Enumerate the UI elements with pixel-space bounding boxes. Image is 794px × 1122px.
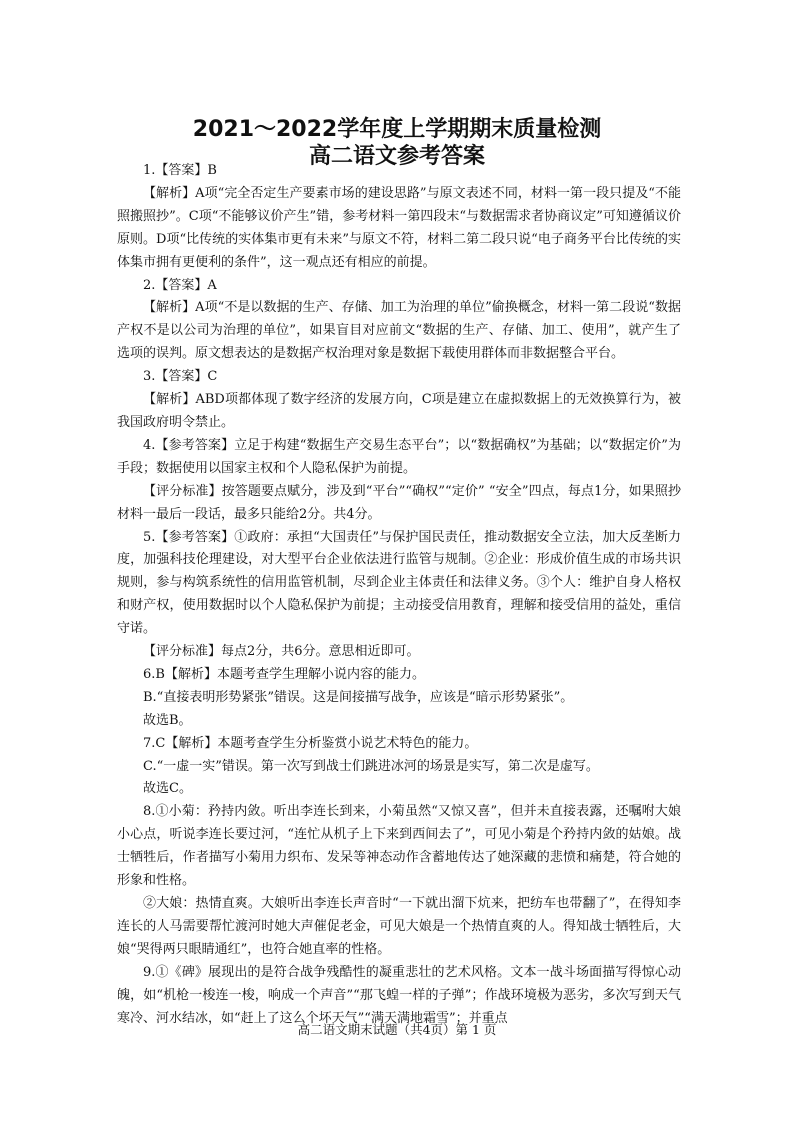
scoring-5: 【评分标准】每点2分，共6分。意思相近即可。: [143, 644, 420, 660]
conclusion-7: 故选C。: [143, 781, 192, 797]
analysis-7: C.“一虚一实”错误。第一次写到战士们跳进冰河的场景是实写，第二次是虚写。: [143, 758, 599, 774]
analysis-1: 【解析】A项“完全否定生产要素市场的建设思路”与原文表述不同，材料一第一段只提及“不能照搬照抄”。C项“不能够议价产生”错，参考材料一第四段末“与数据需求者协商议定”可知遵循议价原则。D项“比传统的实体集市更有未来”与原文不符，材料二第二段只说“电子商务平台比传统的实体集市拥有更便利的条件”，这一观点还有相应的前提。: [117, 185, 681, 270]
answer-item-8-part-2: ②大娘：热情直爽。大娘听出李连长声音时“一下就出溜下炕来，把纺车也带翻了”，在得知李连长的人马需要帮忙渡河时她大声催促老金，可见大娘是一个热情直爽的人。得知战士牺牲后，大娘“哭得两只眼睛通红”，也符合她直率的性格。: [117, 896, 681, 957]
analysis-3: 【解析】ABD项都体现了数字经济的发展方向，C项是建立在虚拟数据上的无效换算行为，被我国政府明令禁止。: [117, 392, 681, 430]
answer-item-5: 5.【参考答案】①政府：承担“大国责任”与保护国民责任，推动数据安全立法，加大反垄断力度，加强科技伦理建设，对大型平台企业依法进行监管与规制。②企业：形成价值生成的市场共识规则，参与构筑系统性的信用监管机制，尽到企业主体责任和法律义务。③个人：维护自身人格权和财产权，使用数据时以个人隐私保护为前提；主动接受信用教育，理解和接受信用的益处，重信守诺。: [117, 529, 681, 637]
answer-item-3: 3.【答案】C: [143, 369, 218, 385]
conclusion-6: 故选B。: [143, 712, 192, 728]
answer-item-9: 9.①《碑》展现出的是符合战争残酷性的凝重悲壮的艺术风格。文本一战斗场面描写得惊心动魄，如“机枪一梭连一梭，响成一个声音”“那飞蝗一样的子弹”；作战环境极为恶劣，多次写到天气寒冷、河水结冰，如“赶上了这么个坏天气”“满天满地霜雪”；并重点: [117, 964, 681, 1026]
answer-item-7: 7.C【解析】本题考查学生分析鉴赏小说艺术特色的能力。: [143, 735, 478, 751]
scoring-4: 【评分标准】按答题要点赋分，涉及到“平台”“确权”“定价” “安全”四点，每点1分，如果照抄材料一最后一段话，最多只能给2分。共4分。: [117, 483, 681, 522]
answer-item-1: 1.【答案】B: [143, 163, 217, 178]
answer-item-6: 6.B【解析】本题考查学生理解小说内容的能力。: [143, 666, 425, 682]
page-footer: 高二语文期末试题（共4页）第 1 页: [297, 1022, 497, 1037]
document-title: 2021～2022学年度上学期期末质量检测: [192, 117, 602, 142]
analysis-6: B.“直接表明形势紧张”错误。这是间接描写战争，应该是“暗示形势紧张”。: [143, 689, 574, 705]
answer-item-4: 4.【参考答案】立足于构建“数据生产交易生态平台”；以“数据确权”为基础；以“数据定价”为手段；数据使用以国家主权和个人隐私保护为前提。: [117, 437, 681, 476]
analysis-2: 【解析】A项“不是以数据的生产、存储、加工为治理的单位”偷换概念，材料一第二段说“数据产权不是以公司为治理的单位”，如果盲目对应前文“数据的生产、存储、加工、使用”，就产生了选项的误判。原文想表达的是数据产权治理对象是数据下载使用群体而非数据整合平台。: [117, 300, 681, 362]
answer-item-8: 8.①小菊：矜持内敛。听出李连长到来，小菊虽然“又惊又喜”，但并未直接表露，还嘱咐大娘小心点，听说李连长要过河，“连忙从机子上下来到西间去了”，可见小菊是个矜持内敛的姑娘。战士牺牲后，作者描写小菊用力织布、发呆等神态动作含蓄地传达了她深藏的悲愤和痛楚，符合她的形象和性格。: [117, 804, 681, 889]
answer-content: [117, 160, 681, 1030]
answer-item-2: 2.【答案】A: [143, 277, 217, 293]
document-subtitle: 高二语文参考答案: [308, 144, 485, 169]
